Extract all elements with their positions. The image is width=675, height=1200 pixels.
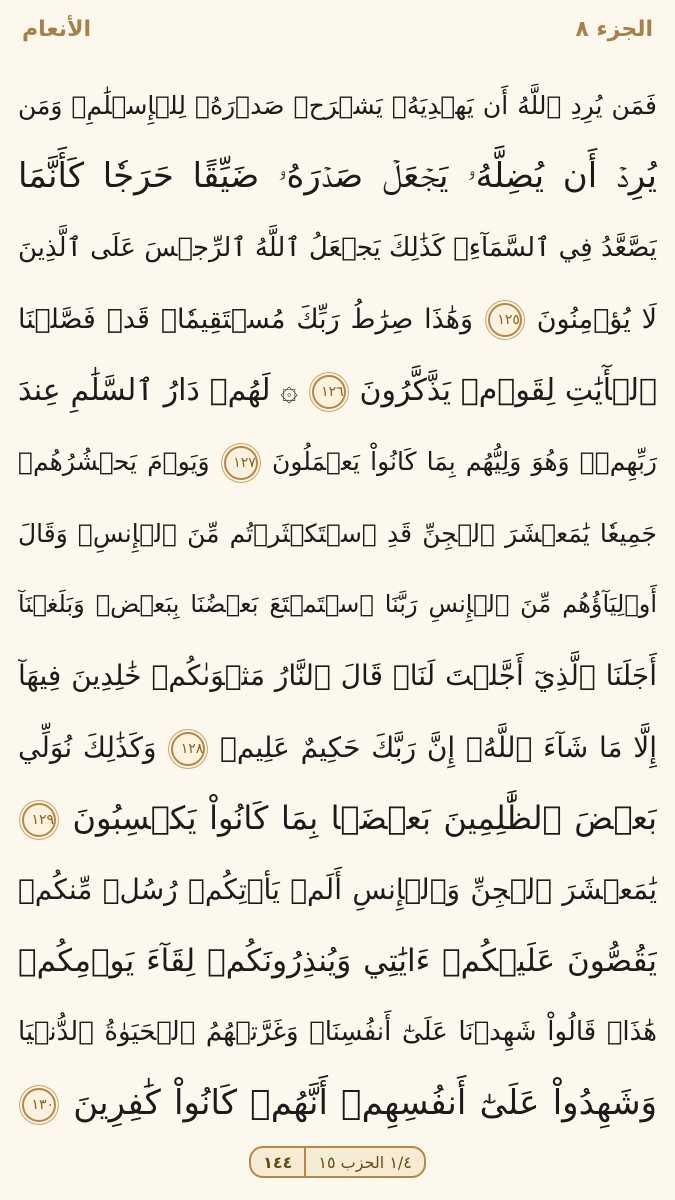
ayah-number-marker: ١٢٥ <box>488 303 522 337</box>
verse-line <box>18 141 657 212</box>
footer-badge <box>249 1146 426 1178</box>
verse-line <box>18 712 657 783</box>
verse-line <box>18 1068 657 1139</box>
verse-line <box>18 426 657 497</box>
verse-text: أَوۡلِيَآؤُهُم مِّنَ ٱلۡإِنسِ رَبَّنَا ٱسۡتَمۡتَعَ بَعۡضُنَا بِبَعۡضٖ وَبَلَغۡنَآ <box>18 590 657 619</box>
ayah-number-marker: ١٢٨ <box>171 732 205 766</box>
verse-text: جَمِيعٗا يَٰمَعۡشَرَ ٱلۡجِنِّ قَدِ ٱسۡتَكۡثَرۡتُم مِّنَ ٱلۡإِنسِۖ وَقَالَ <box>18 518 657 548</box>
surah-name: الأنعام <box>22 16 91 42</box>
verse-text-continued: وَهَٰذَا صِرَٰطُ رَبِّكَ مُسۡتَقِيمٗاۗ قَدۡ فَصَّلۡنَا <box>18 303 474 335</box>
verse-line <box>18 70 657 141</box>
ayah-number-marker: ١٢٩ <box>22 803 56 837</box>
verse-text: لَا يُؤۡمِنُونَ <box>536 303 657 335</box>
verse-text: إِلَّا مَا شَآءَ ٱللَّهُۚ إِنَّ رَبَّكَ حَكِيمٌ عَلِيمٞ <box>220 730 657 764</box>
verse-line <box>18 783 657 854</box>
verse-line <box>18 355 657 426</box>
ayah-number-marker: ١٢٧ <box>224 446 258 480</box>
verse-text: أَجَلَنَا ٱلَّذِيٓ أَجَّلۡتَ لَنَاۚ قَالَ ٱلنَّارُ مَثۡوَىٰكُمۡ خَٰلِدِينَ فِيهَآ <box>18 659 657 693</box>
verse-text: يُرِدۡ أَن يُضِلَّهُۥ يَجۡعَلۡ صَدۡرَهُۥ ضَيِّقًا حَرَجٗا كَأَنَّمَا <box>18 156 657 197</box>
juz-label: الجزء ٨ <box>575 16 653 42</box>
verse-line <box>18 284 657 355</box>
verse-text: فَمَن يُرِدِ ٱللَّهُ أَن يَهۡدِيَهُۥ يَشۡرَحۡ صَدۡرَهُۥ لِلۡإِسۡلَٰمِۖ وَمَن <box>18 91 657 120</box>
verse-line <box>18 213 657 284</box>
verse-text: رَبِّهِمۡۖ وَهُوَ وَلِيُّهُم بِمَا كَانُواْ يَعۡمَلُونَ <box>271 447 657 477</box>
page-header <box>0 0 675 58</box>
verse-line <box>18 926 657 997</box>
verse-text: هَٰذَاۚ قَالُواْ شَهِدۡنَا عَلَىٰٓ أَنفُسِنَاۖ وَغَرَّتۡهُمُ ٱلۡحَيَوٰةُ ٱلدُّنۡيَا <box>18 1016 657 1047</box>
verse-line <box>18 569 657 640</box>
quran-page-text <box>18 70 657 1140</box>
verse-text-continued: وَكَذَٰلِكَ نُوَلِّي <box>18 730 157 764</box>
ayah-number-marker: ١٢٦ <box>312 375 346 409</box>
verse-text: يَصَّعَّدُ فِي ٱلسَّمَآءِۚ كَذَٰلِكَ يَجۡعَلُ ٱللَّهُ ٱلرِّجۡسَ عَلَى ٱلَّذِينَ <box>18 232 657 263</box>
verse-text: يَٰمَعۡشَرَ ٱلۡجِنِّ وَٱلۡإِنسِ أَلَمۡ يَأۡتِكُمۡ رُسُلٞ مِّنكُمۡ <box>18 873 657 907</box>
verse-text: بَعۡضَ ٱلظَّٰلِمِينَ بَعۡضَۢا بِمَا كَانُواْ يَكۡسِبُونَ <box>72 798 657 837</box>
page-footer <box>0 1142 675 1182</box>
verse-line <box>18 854 657 925</box>
verse-line <box>18 498 657 569</box>
verse-text: وَشَهِدُواْ عَلَىٰٓ أَنفُسِهِمۡ أَنَّهُمۡ كَانُواْ كَٰفِرِينَ <box>73 1083 657 1124</box>
verse-text: ٱلۡأٓيَٰتِ لِقَوۡمٖ يَذَّكَّرُونَ <box>359 373 657 409</box>
hizb-indicator: ١/٤ الحزب ١٥ <box>318 1152 412 1172</box>
verse-text-continued: وَيَوۡمَ يَحۡشُرُهُمۡ <box>18 447 210 477</box>
verse-line <box>18 997 657 1068</box>
verse-text-continued: ۞ لَهُمۡ دَارُ ٱلسَّلَٰمِ عِندَ <box>18 373 298 409</box>
verse-text: يَقُصُّونَ عَلَيۡكُمۡ ءَايَٰتِي وَيُنذِرُونَكُمۡ لِقَآءَ يَوۡمِكُمۡ <box>18 942 657 979</box>
verse-line <box>18 640 657 711</box>
ayah-number-marker: ١٣٠ <box>22 1088 56 1122</box>
page-number: ١٤٤ <box>251 1148 306 1176</box>
